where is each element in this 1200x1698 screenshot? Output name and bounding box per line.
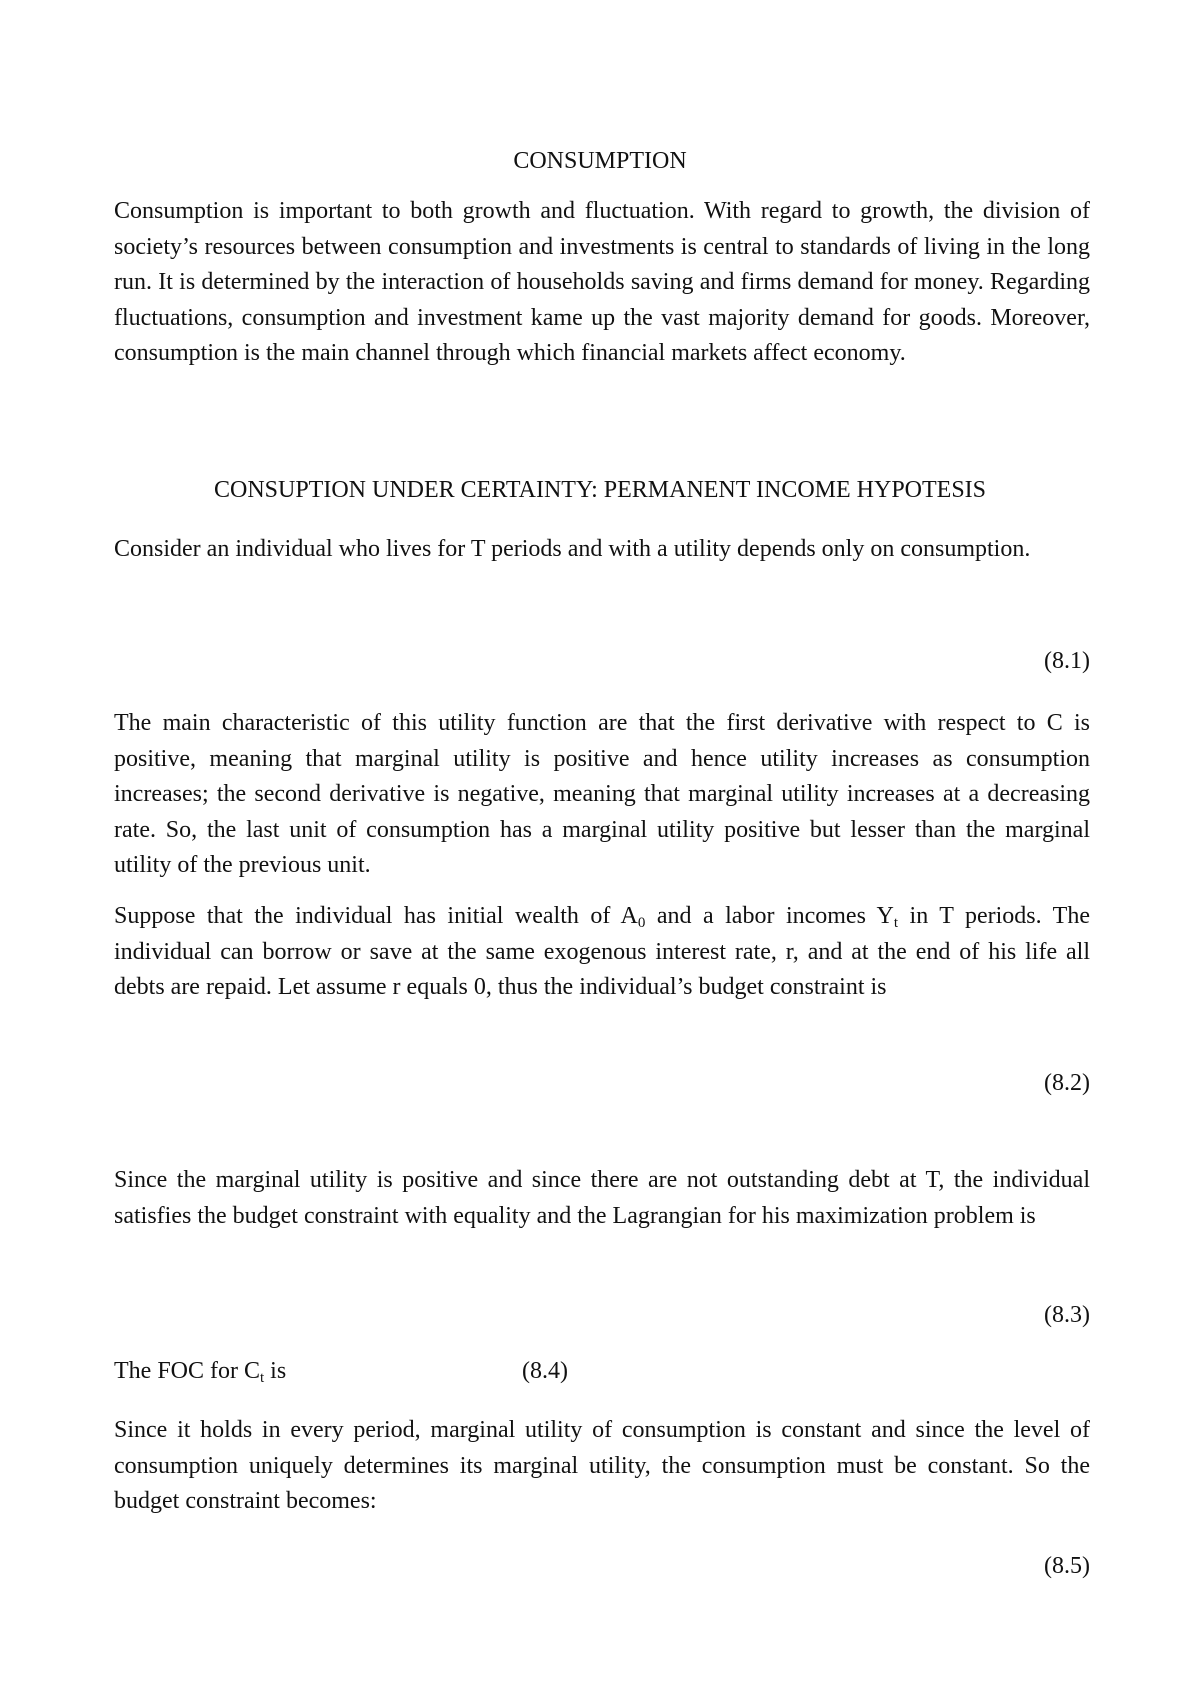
section-heading: CONSUPTION UNDER CERTAINTY: PERMANENT INCOME HYPOTESIS	[213, 477, 987, 503]
document-title: CONSUMPTION	[513, 148, 687, 174]
foc-text-part-2: is	[264, 1358, 287, 1384]
utility-function-paragraph: The main characteristic of this utility function are that the first derivative with respect to C is positive, meaning that marginal utility is positive and hence utility increases as consumption increases; the second derivative is negative, meaning that marginal utility increases at a decreasing rate. So, the last unit of consumption has a marginal utility positive but lesser than the marginal utility of the previous unit.	[114, 710, 1090, 878]
wealth-text-part-3: in T periods. The individual can borrow or save at the same exogenous interest rate, r, and at the end of his life all debts are repaid. Let assume r equals 0, thus the individual’s budget constraint is	[114, 903, 1090, 1000]
foc-text-part-1: The FOC for C	[114, 1358, 260, 1384]
constant-consumption-paragraph: Since it holds in every period, marginal utility of consumption is constant and since the level of consumption uniquely determines its marginal utility, the consumption must be constant. So the budget constraint becomes:	[114, 1417, 1090, 1514]
intro-paragraph: Consumption is important to both growth and fluctuation. With regard to growth, the division of society’s resources between consumption and investments is central to standards of living in the long run. It is determined by the interaction of households saving and firms demand for money. Regarding fluctuations, consumption and investment kame up the vast majority demand for goods. Moreover, consumption is the main channel through which financial markets affect economy.	[114, 198, 1090, 366]
equation-number-8-2: (8.2)	[1044, 1070, 1090, 1096]
equation-number-8-1: (8.1)	[1044, 648, 1090, 674]
equation-number-8-4: (8.4)	[522, 1358, 568, 1384]
wealth-text-part-2: and a labor incomes Y	[645, 903, 894, 929]
lagrangian-paragraph: Since the marginal utility is positive and since there are not outstanding debt at T, the individual satisfies the budget constraint with equality and the Lagrangian for his maximization problem is	[114, 1167, 1090, 1229]
foc-line	[114, 1356, 286, 1386]
subscript-a: 0	[637, 915, 646, 931]
wealth-paragraph	[114, 899, 1090, 1006]
subscript-y: t	[893, 915, 899, 931]
subscript-t: t	[260, 1370, 265, 1386]
equation-number-8-3: (8.3)	[1044, 1302, 1090, 1328]
section-intro-paragraph: Consider an individual who lives for T periods and with a utility depends only on consumption.	[114, 536, 1031, 562]
equation-number-8-5: (8.5)	[1044, 1553, 1090, 1579]
wealth-text-part-1: Suppose that the individual has initial wealth of A	[114, 903, 638, 929]
